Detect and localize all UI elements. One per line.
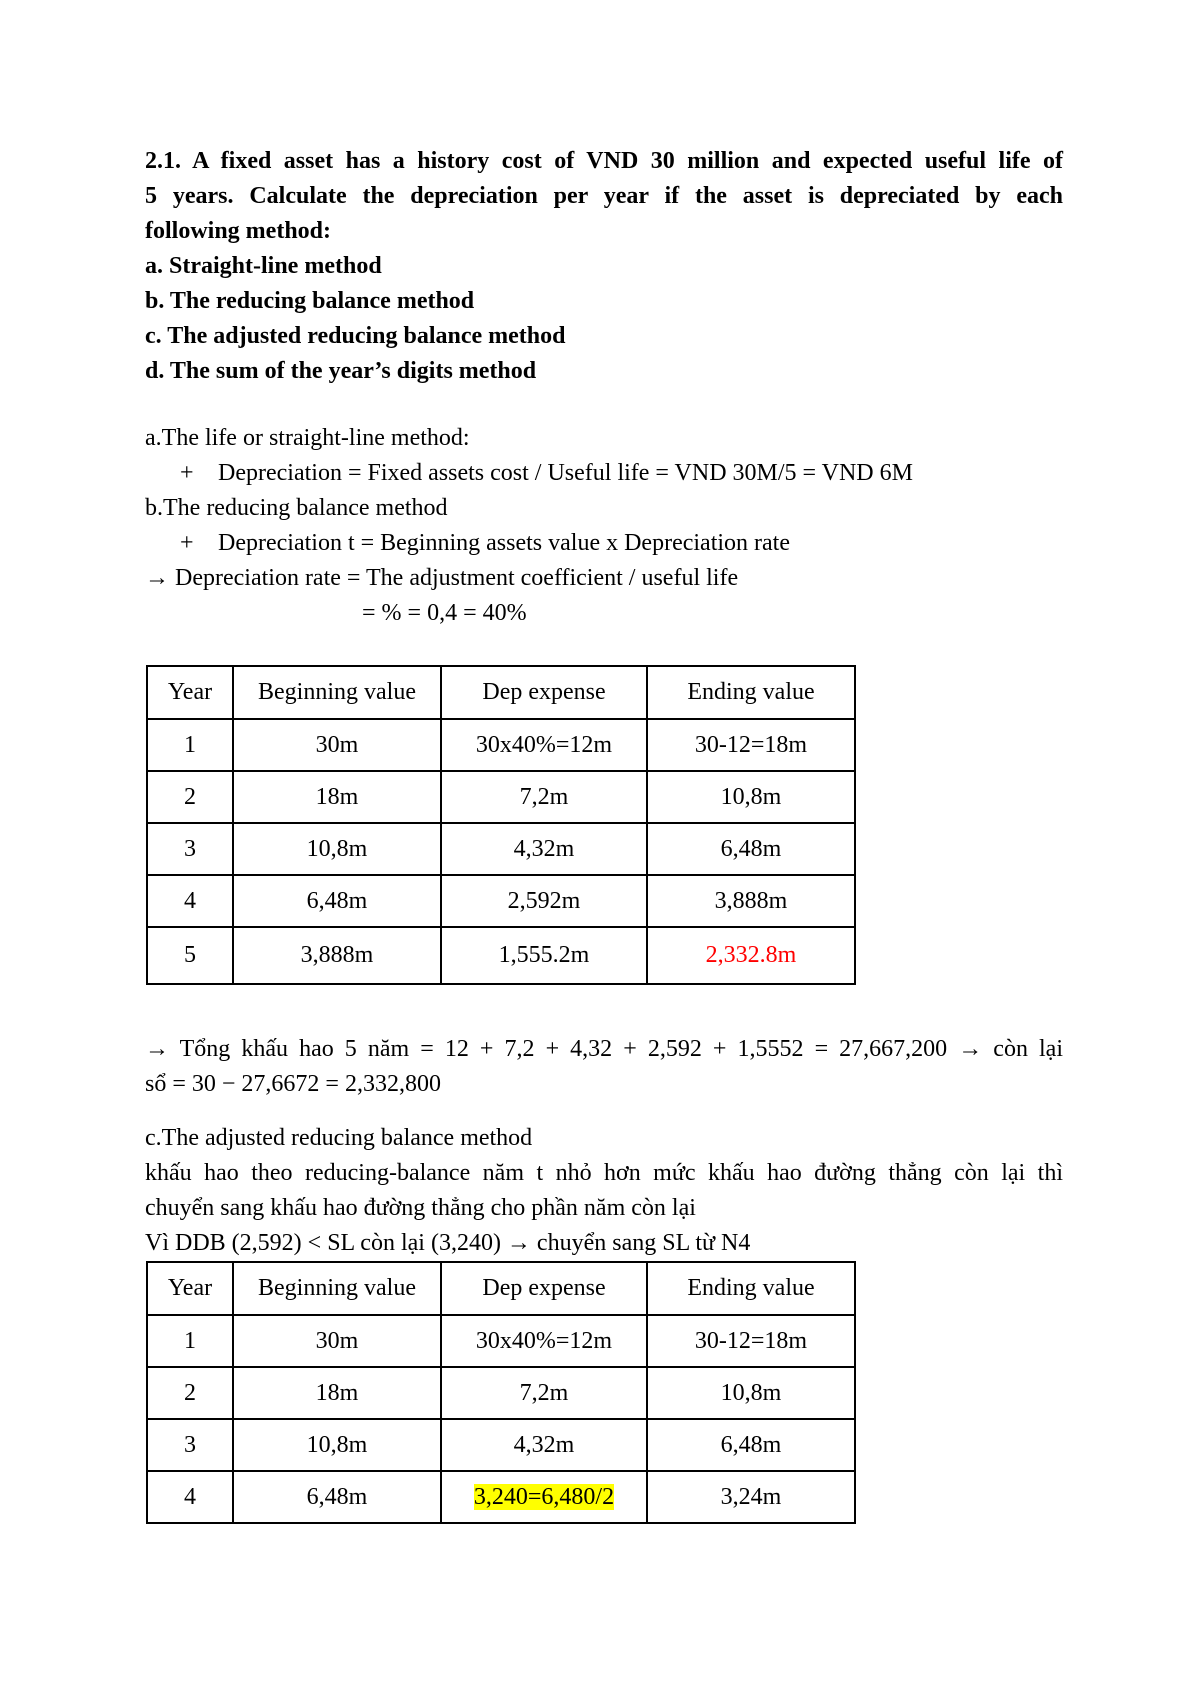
cell-dep: 7,2m <box>441 771 647 823</box>
cell-ending: 10,8m <box>647 771 855 823</box>
cell-beginning: 3,888m <box>233 927 441 984</box>
cell-dep: 30x40%=12m <box>441 1315 647 1367</box>
bullet: + <box>180 530 194 556</box>
section-a-formula <box>180 456 913 491</box>
cell-year: 2 <box>147 771 233 823</box>
cell-year: 3 <box>147 823 233 875</box>
table-row <box>147 875 855 927</box>
reducing-balance-table <box>146 665 856 985</box>
section-a-formula-text: Depreciation = Fixed assets cost / Useful life = VND 30M/5 = VND 6M <box>218 460 913 486</box>
cell-dep: 30x40%=12m <box>441 719 647 771</box>
table-row <box>147 1419 855 1471</box>
total-line-2: sổ = 30 − 27,6672 = 2,332,800 <box>145 1071 441 1097</box>
header-ending-value: Ending value <box>647 666 855 719</box>
cell-dep <box>441 1471 647 1523</box>
cell-ending: 6,48m <box>647 823 855 875</box>
cell-beginning: 18m <box>233 771 441 823</box>
option-b: b. The reducing balance method <box>145 288 475 314</box>
cell-dep: 1,555.2m <box>441 927 647 984</box>
table-row <box>147 1367 855 1419</box>
cell-ending: 30-12=18m <box>647 719 855 771</box>
table-row <box>147 719 855 771</box>
cell-year: 1 <box>147 1315 233 1367</box>
cell-year: 5 <box>147 927 233 984</box>
cell-year: 4 <box>147 875 233 927</box>
option-c: c. The adjusted reducing balance method <box>145 323 566 349</box>
header-year: Year <box>147 666 233 719</box>
cell-dep: 4,32m <box>441 1419 647 1471</box>
option-d: d. The sum of the year’s digits method <box>145 358 537 384</box>
table-row <box>147 1315 855 1367</box>
cell-ending-highlighted: 2,332.8m <box>647 927 855 984</box>
section-b-formula-text: Depreciation t = Beginning assets value x Depreciation rate <box>218 530 791 556</box>
section-a-title: a.The life or straight-line method: <box>145 425 470 451</box>
table-row <box>147 927 855 984</box>
table-row <box>147 1471 855 1523</box>
section-c-desc-1: khấu hao theo reducing-balance năm t nhỏ hơn mức khấu hao đường thẳng còn lại thì <box>145 1160 1063 1186</box>
section-c-title: c.The adjusted reducing balance method <box>145 1125 533 1151</box>
cell-year: 3 <box>147 1419 233 1471</box>
header-year: Year <box>147 1262 233 1315</box>
section-b-formula <box>180 526 790 561</box>
section-c-desc-2: chuyển sang khấu hao đường thẳng cho phần năm còn lại <box>145 1195 696 1221</box>
rate-value: = % = 0,4 = 40% <box>362 600 527 626</box>
cell-ending: 10,8m <box>647 1367 855 1419</box>
cell-dep: 7,2m <box>441 1367 647 1419</box>
cell-beginning: 30m <box>233 1315 441 1367</box>
header-dep-expense: Dep expense <box>441 1262 647 1315</box>
cell-year: 1 <box>147 719 233 771</box>
question-line-2: 5 years. Calculate the depreciation per year if the asset is depreciated by each <box>145 183 1063 209</box>
option-a: a. Straight-line method <box>145 253 382 279</box>
question-line-1: 2.1. A fixed asset has a history cost of VND 30 million and expected useful life of <box>145 148 1063 174</box>
header-beginning-value: Beginning value <box>233 666 441 719</box>
header-beginning-value: Beginning value <box>233 1262 441 1315</box>
bullet: + <box>180 460 194 486</box>
cell-year: 4 <box>147 1471 233 1523</box>
section-b-title: b.The reducing balance method <box>145 495 448 521</box>
cell-beginning: 6,48m <box>233 1471 441 1523</box>
cell-ending: 6,48m <box>647 1419 855 1471</box>
table-header-row <box>147 1262 855 1315</box>
adjusted-balance-table <box>146 1261 856 1524</box>
table-row <box>147 771 855 823</box>
cell-dep: 2,592m <box>441 875 647 927</box>
cell-beginning: 10,8m <box>233 823 441 875</box>
cell-ending: 3,888m <box>647 875 855 927</box>
header-ending-value: Ending value <box>647 1262 855 1315</box>
cell-beginning: 10,8m <box>233 1419 441 1471</box>
table-row <box>147 823 855 875</box>
table-header-row <box>147 666 855 719</box>
cell-beginning: 30m <box>233 719 441 771</box>
total-line-1: → Tổng khấu hao 5 năm = 12 + 7,2 + 4,32 + 2,592 + 1,5552 = 27,667,200 → còn lại <box>145 1036 1063 1062</box>
cell-ending: 30-12=18m <box>647 1315 855 1367</box>
question-line-3: following method: <box>145 218 331 244</box>
cell-ending: 3,24m <box>647 1471 855 1523</box>
cell-beginning: 6,48m <box>233 875 441 927</box>
header-dep-expense: Dep expense <box>441 666 647 719</box>
cell-dep: 4,32m <box>441 823 647 875</box>
rate-line: → Depreciation rate = The adjustment coefficient / useful life <box>145 565 739 591</box>
cell-beginning: 18m <box>233 1367 441 1419</box>
cell-year: 2 <box>147 1367 233 1419</box>
highlighted-dep-value: 3,240=6,480/2 <box>473 1483 615 1510</box>
section-c-desc-3: Vì DDB (2,592) < SL còn lại (3,240) → chuyển sang SL từ N4 <box>145 1230 751 1256</box>
